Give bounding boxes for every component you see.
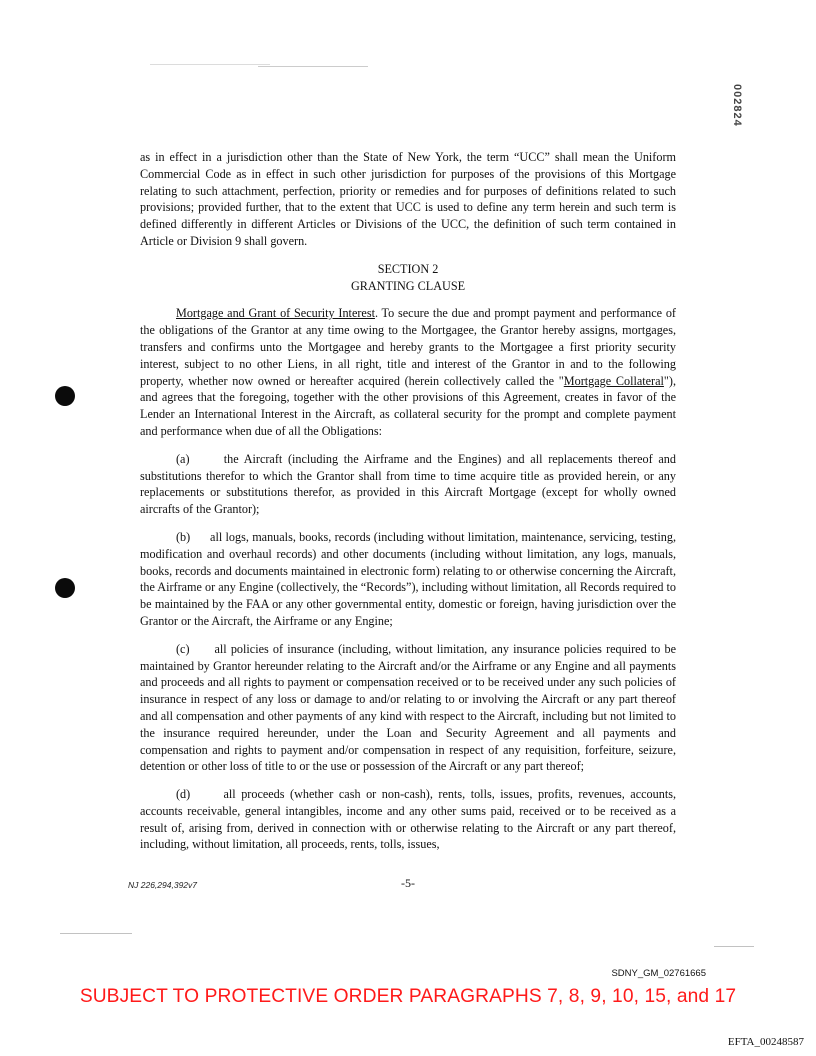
- intro-paragraph: as in effect in a jurisdiction other than the State of New York, the term “UCC” shall mean the Uniform Commercial Code as in effect in such other jurisdiction for purposes of the provisions of this Mortgage relating to such attachment, perfection, priority or remedies and for purposes of definitions related to such provisions; provided further, that to the extent that UCC is used to define any term herein and such term is defined differently in different Articles or Divisions of the UCC, the definition of such term contained in Article or Division 9 shall govern.: [140, 150, 676, 248]
- document-id: NJ 226,294,392v7: [128, 880, 197, 890]
- section-number: SECTION 2: [377, 261, 439, 276]
- clause-a-text: the Aircraft (including the Airframe and the Engines) and all replacements thereof and substitutions therefor to which the Grantor shall from time to time acquire title as provided herein, or any replacements or substitutions therefor, as provided in this Aircraft Mortgage (except for wholly owned aircrafts of the Grantor);: [140, 451, 676, 517]
- bates-number: SDNY_GM_02761665: [611, 968, 706, 979]
- punch-hole-lower: [55, 578, 75, 598]
- protective-order-notice: SUBJECT TO PROTECTIVE ORDER PARAGRAPHS 7, 8, 9, 10, 15, and 17: [79, 986, 737, 1007]
- clause-b-label: (b): [176, 529, 191, 544]
- clause-a: [140, 451, 676, 518]
- clause-b-text: all logs, manuals, books, records (including without limitation, maintenance, servicing, testing, modification and overhaul records) and other documents (including without limitation, any logs, manuals, books, records and documents maintained in electronic form) relating to or otherwise concerning the Aircraft, the Airframe or any Engine (collectively, the “Records”), including without limitation, all Records required to be maintained by the FAA or any other governmental entity, domestic or foreign, having jurisdiction over the Grantor or the Aircraft, the Airframe or any Engine;: [140, 529, 676, 628]
- scan-artifact-top: [150, 64, 270, 65]
- scan-artifact-bottom-right: [714, 946, 754, 947]
- scan-artifact-top-2: [258, 66, 368, 67]
- section-title: GRANTING CLAUSE: [350, 278, 466, 293]
- punch-hole-upper: [55, 386, 75, 406]
- clause-d-label: (d): [176, 787, 191, 802]
- clause-b: [140, 529, 676, 630]
- efta-number: EFTA_00248587: [727, 1036, 804, 1048]
- clause-c: [140, 641, 676, 775]
- scan-artifact-bottom-left: [60, 933, 132, 934]
- document-body: [140, 149, 676, 864]
- clause-a-label: (a): [176, 451, 190, 466]
- clause-c-label: (c): [176, 641, 190, 656]
- page-number: -5-: [401, 876, 415, 890]
- page-stamp: 002824: [731, 84, 743, 127]
- granting-heading: Mortgage and Grant of Security Interest: [176, 306, 375, 321]
- granting-text-b: "), and agrees that the foregoing, together with the other provisions of this Agreement, creates in favor of the Lender an International Interest in the Aircraft, as collateral security for the prompt and complete payment and performance when due of all the Obligations:: [140, 373, 677, 438]
- clause-d-text: all proceeds (whether cash or non-cash), rents, tolls, issues, profits, revenues, accounts, accounts receivable, general intangibles, income and any other sums paid, received or to be received as a result of, arising from, derived in connection with or otherwise relating to the Aircraft or any part thereof, including, without limitation, all proceeds, rents, tolls, issues,: [140, 787, 676, 852]
- granting-paragraph: [140, 305, 676, 439]
- clause-d: [140, 786, 676, 853]
- defined-term-mortgage-collateral: Mortgage Collateral: [563, 373, 664, 388]
- granting-text-a: . To secure the due and prompt payment and performance of the obligations of the Grantor at any time owing to the Mortgagee, the Grantor hereby assigns, mortgages, transfers and confirms unto the Mortgagee and hereby grants to the Mortgagee a first priority security interest, subject to no other Liens, in all right, title and interest of the Grantor in and to the following property, whether now owned or hereafter acquired (herein collectively called the ": [140, 306, 676, 388]
- clause-c-text: all policies of insurance (including, without limitation, any insurance policies required to be maintained by Grantor hereunder relating to the Aircraft and/or the Airframe or any Engine and all payments and proceeds and all rights to payment or compensation received or to be received under any such policies of insurance in respect of any loss or damage to and/or relating to or involving the Aircraft or any part thereof and all compensation and other payments of any kind with respect to the Aircraft, including but not limited to the insurance required hereunder, under the Loan and Security Agreement and all payments and compensation and rights to payment and/or compensation in respect of any requisition, forfeiture, seizure, detention or other loss of title to or the use or possession of the Aircraft or any part thereof;: [140, 641, 676, 774]
